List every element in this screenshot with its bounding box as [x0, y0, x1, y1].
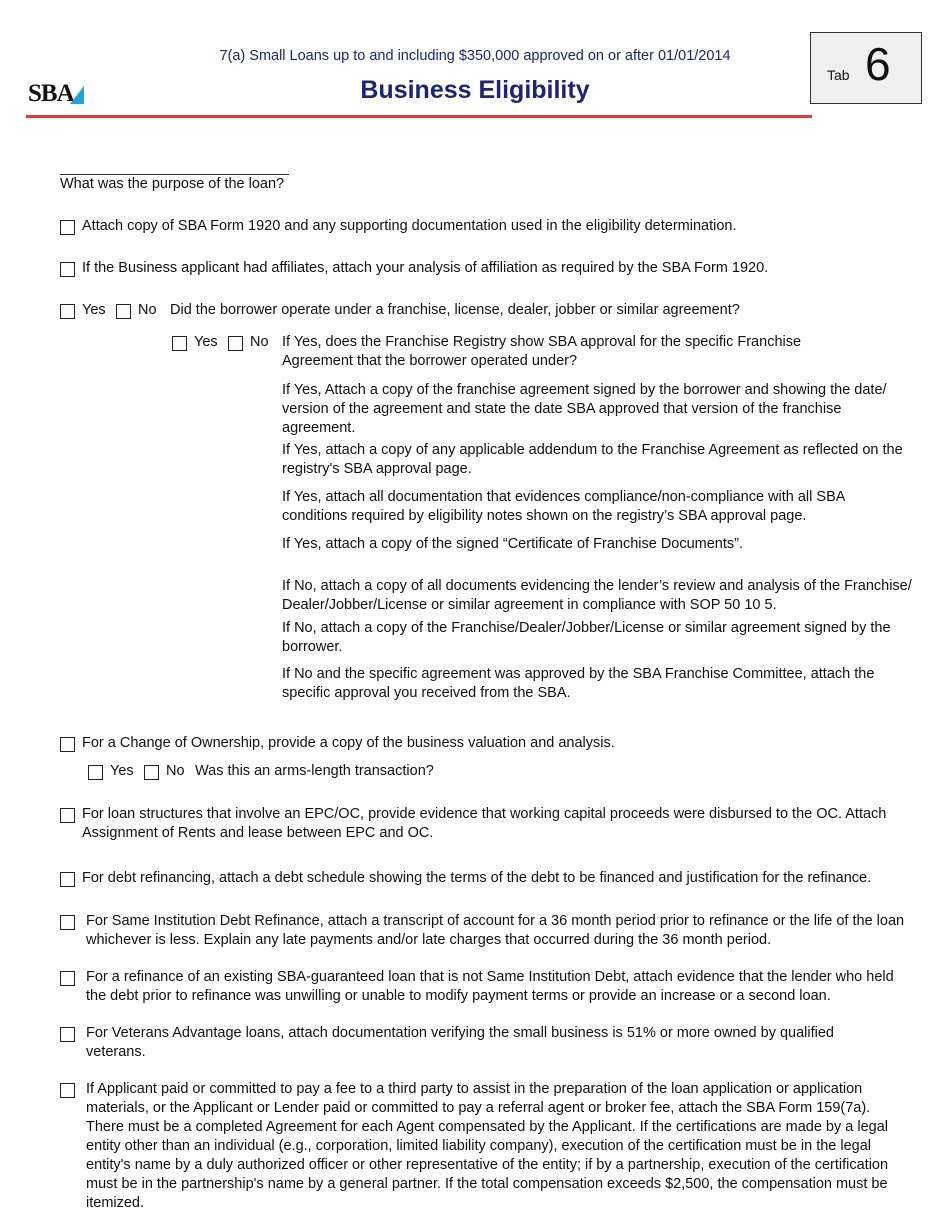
no-note-agreement: If No, attach a copy of the Franchise/Dealer/Jobber/License or similar agreement signed by the borrower.: [282, 620, 891, 655]
veterans-text: For Veterans Advantage loans, attach documentation verifying the small business is 51% or more owned by qualified veterans.: [86, 1025, 834, 1060]
registry-question: If Yes, does the Franchise Registry show SBA approval for the specific Franchise Agreement that the borrower operated under?: [282, 334, 802, 369]
arms-length-yes-label: Yes: [110, 763, 134, 779]
affiliates-checkbox[interactable]: [60, 262, 75, 277]
yes-note-franchise-agreement: If Yes, Attach a copy of the franchise agreement signed by the borrower and showing the date/ version of the agreement and state the date SBA approved that version of the franchise agreement.: [282, 382, 887, 436]
registry-yes-checkbox[interactable]: [172, 336, 187, 351]
sba-refi-checkbox[interactable]: [60, 971, 75, 986]
no-note-committee: If No and the specific agreement was approved by the SBA Franchise Committee, attach the specific approval you received from the SBA.: [282, 666, 875, 701]
arms-length-no-label: No: [166, 763, 185, 779]
registry-no-checkbox[interactable]: [228, 336, 243, 351]
tab-label: Tab: [827, 67, 850, 83]
third-party-fee-text: If Applicant paid or committed to pay a fee to a third party to assist in the preparation of the loan application or application materials, or the Applicant or Lender paid or committed to pay a referral agent or broker fee, attach the SBA Form 159(7a). There must be a completed Agreement for each Agent compensated by the Applicant. If the certifications are made by a legal entity other than an individual (e.g., corporation, limited liability company), execution of the certification must be in the legal entity's name by a duly authorized officer or other representative of the entity; if by a partnership, execution of the certification must be in the partnership's name by a general partner. If the total compensation exceeds $2,500, the compensation must be itemized.: [86, 1081, 889, 1211]
same-institution-text: For Same Institution Debt Refinance, attach a transcript of account for a 36 month period prior to refinance or the life of the loan whichever is less. Explain any late payments and/or late charges that occurred during the 36 month period.: [86, 913, 905, 948]
franchise-question: Did the borrower operate under a franchise, license, dealer, jobber or similar agreement?: [170, 302, 740, 318]
no-note-review: If No, attach a copy of all documents evidencing the lender’s review and analysis of the Franchise/ Dealer/Jobber/License or similar agreement in compliance with SOP 50 10 5.: [282, 578, 912, 613]
form1920-checkbox[interactable]: [60, 220, 75, 235]
franchise-no-checkbox[interactable]: [116, 304, 131, 319]
sba-refi-text: For a refinance of an existing SBA-guaranteed loan that is not Same Institution Debt, attach evidence that the lender who held the debt prior to refinance was unwilling or unable to modify payment terms or provide an increase or a second loan.: [86, 969, 894, 1004]
form-subtitle: 7(a) Small Loans up to and including $350,000 approved on or after 01/01/2014: [219, 48, 731, 64]
tab-number: 6: [865, 38, 891, 90]
registry-no-label: No: [250, 334, 269, 350]
arms-length-no-checkbox[interactable]: [144, 765, 159, 780]
yes-note-compliance: If Yes, attach all documentation that evidences compliance/non-compliance with all SBA conditions required by eligibility notes shown on the registry’s SBA approval page.: [282, 489, 845, 524]
tab-indicator: [810, 32, 922, 104]
change-ownership-checkbox[interactable]: [60, 737, 75, 752]
registry-yes-label: Yes: [194, 334, 218, 350]
arms-length-question: Was this an arms-length transaction?: [195, 763, 434, 779]
arms-length-yes-checkbox[interactable]: [88, 765, 103, 780]
purpose-label: What was the purpose of the loan?: [60, 176, 285, 192]
form1920-text: Attach copy of SBA Form 1920 and any supporting documentation used in the eligibility determination.: [82, 218, 737, 234]
debt-refi-text: For debt refinancing, attach a debt schedule showing the terms of the debt to be financed and justification for the refinance.: [82, 870, 872, 886]
yes-note-certificate: If Yes, attach a copy of the signed “Certificate of Franchise Documents”.: [282, 536, 744, 552]
header-divider: [26, 115, 812, 118]
same-institution-checkbox[interactable]: [60, 915, 75, 930]
epc-oc-text: For loan structures that involve an EPC/OC, provide evidence that working capital proceeds were disbursed to the OC. Attach Assignment of Rents and lease between EPC and OC.: [82, 806, 887, 841]
change-ownership-text: For a Change of Ownership, provide a copy of the business valuation and analysis.: [82, 735, 615, 751]
epc-oc-checkbox[interactable]: [60, 808, 75, 823]
affiliates-text: If the Business applicant had affiliates, attach your analysis of affiliation as required by the SBA Form 1920.: [82, 260, 769, 276]
yes-note-addendum: If Yes, attach a copy of any applicable addendum to the Franchise Agreement as reflected on the registry's SBA approval page.: [282, 442, 903, 477]
franchise-no-label: No: [138, 302, 157, 318]
debt-refi-checkbox[interactable]: [60, 872, 75, 887]
page-title: Business Eligibility: [360, 76, 590, 104]
franchise-yes-label: Yes: [82, 302, 106, 318]
franchise-yes-checkbox[interactable]: [60, 304, 75, 319]
sba-logo: SBA: [28, 80, 74, 107]
veterans-checkbox[interactable]: [60, 1027, 75, 1042]
third-party-fee-checkbox[interactable]: [60, 1083, 75, 1098]
